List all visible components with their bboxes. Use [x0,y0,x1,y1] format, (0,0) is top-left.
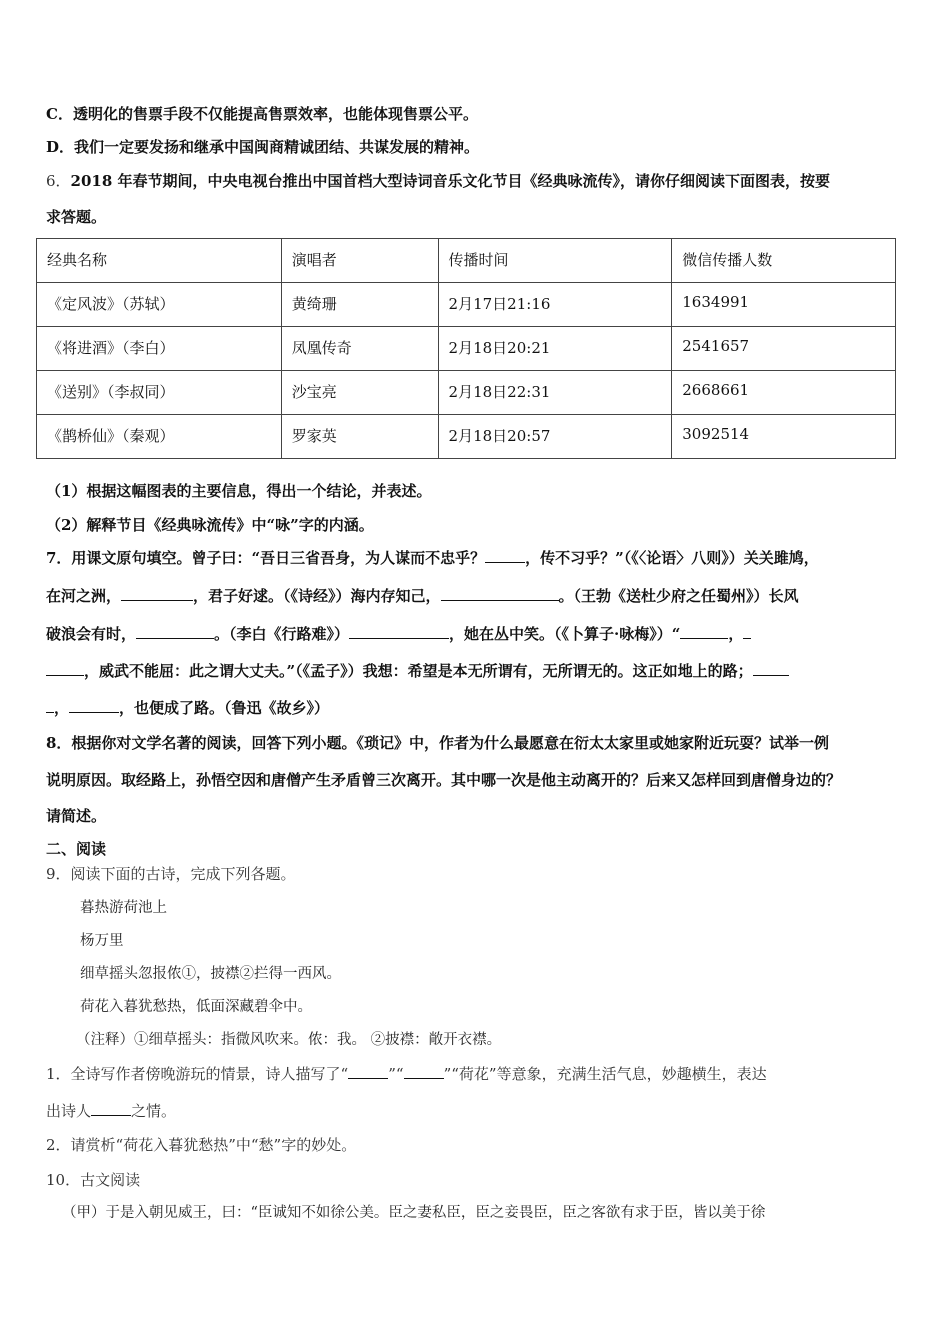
q7-line3 [46,624,751,644]
q7-text: 。（李白《行路难》） [214,625,350,643]
answer-blank[interactable] [349,624,449,639]
option-d [46,137,479,157]
q7-line1 [46,548,819,568]
q9-sub1-line1 [46,1064,767,1084]
table-cell: 罗家英 [281,415,438,459]
table-cell: 2月17日21:16 [438,283,672,327]
q7-text: 在河之洲， [46,587,122,605]
table-cell: 《定风波》（苏轼） [37,283,282,327]
q6-prompt-line1 [46,171,830,191]
table-cell: 《送别》（李叔同） [37,371,282,415]
table-header-row [37,239,896,283]
poem-line-1: 细草摇头忽报侬①，披襟②拦得一西风。 [80,966,341,982]
table-header-cell: 传播时间 [438,239,672,283]
answer-blank[interactable] [136,624,214,639]
q8-line1: 8．根据你对文学名著的阅读，回答下列小题。《琐记》中，作者为什么最愿意在衍太太家里或她家附近玩耍？试举一例 [46,734,829,752]
table-cell: 2月18日22:31 [438,371,672,415]
poem-title: 暮热游荷池上 [80,900,167,916]
table-cell: 黄绮珊 [281,283,438,327]
q7-text: ， [728,625,744,643]
q7-text: 破浪会有时， [46,625,137,643]
q7-text: ，君子好逑。（《诗经》）海内存知己， [193,587,441,605]
q8-line3: 请简述。 [46,807,107,825]
q6-data-table [36,238,896,459]
table-cell: 1634991 [672,283,896,327]
q7-text: ， [54,699,70,717]
q9-intro: 9．阅读下面的古诗，完成下列各题。 [46,865,296,883]
table-header-cell: 微信传播人数 [672,239,896,283]
q6-prompt-line2: 求答题。 [46,208,107,226]
answer-blank[interactable] [485,548,525,563]
table-header-cell: 演唱者 [281,239,438,283]
table-cell: 2668661 [672,371,896,415]
q6-text-line1: 2018 年春节期间，中央电视台推出中国首档大型诗词音乐文化节目《经典咏流传》，请你仔细阅读下面图表，按要 [70,172,831,190]
answer-blank[interactable] [404,1064,444,1079]
table-cell: 《鹊桥仙》（秦观） [37,415,282,459]
q7-text: ，也便成了路。（鲁迅《故乡》） [119,699,330,717]
q7-text: 。（王勃《送杜少府之任蜀州》）长风 [558,587,799,605]
table-cell: 2541657 [672,327,896,371]
q7-text: ，威武不能屈：此之谓大丈夫。”（《孟子》）我想：希望是本无所谓有，无所谓无的。这正如地上的路； [84,662,753,680]
q6-number: 6． [46,172,71,190]
poem-line-2: 荷花入暮犹愁热，低面深藏碧伞中。 [80,999,312,1015]
poem-note: （注释）①细草摇头：指微风吹来。侬：我。 ②披襟：敞开衣襟。 [76,1032,502,1048]
answer-blank[interactable] [69,698,119,713]
q8-line2: 说明原因。取经路上，孙悟空因和唐僧产生矛盾曾三次离开。其中哪一次是他主动离开的？后来又怎样回到唐僧身边的？ [46,771,842,789]
q7-text: ，她在丛中笑。（《卜算子·咏梅》）“ [449,625,681,643]
q9-sub2: 2．请赏析“荷花入暮犹愁热”中“愁”字的妙处。 [46,1136,357,1154]
answer-blank[interactable] [121,586,193,601]
option-c [46,104,478,124]
section-title-reading: 二、阅读 [46,840,107,858]
q6-sub1: （1）根据这幅图表的主要信息，得出一个结论，并表述。 [46,482,432,500]
table-cell: 沙宝亮 [281,371,438,415]
q7-line4 [46,661,789,681]
q9-text: ”“荷花”等意象，充满生活气息，妙趣横生，表达 [443,1065,767,1083]
answer-blank[interactable] [753,661,789,676]
q6-sub2: （2）解释节目《经典咏流传》中“咏”字的内涵。 [46,516,374,534]
option-c-letter: C． [46,105,73,123]
q7-line5 [46,698,329,718]
table-cell: 3092514 [672,415,896,459]
table-cell: 凤凰传奇 [281,327,438,371]
table-row [37,371,896,415]
table-row [37,283,896,327]
q10-title: 10．古文阅读 [46,1171,141,1189]
table-cell: 《将进酒》（李白） [37,327,282,371]
answer-blank[interactable] [348,1064,388,1079]
answer-blank[interactable] [91,1101,131,1116]
q10-passage-jia: （甲）于是入朝见威王，曰：“臣诚知不如徐公美。臣之妻私臣，臣之妾畏臣，臣之客欲有求于臣，皆以美于徐 [62,1205,766,1221]
table-cell: 2月18日20:21 [438,327,672,371]
q9-sub1-line2 [46,1101,176,1121]
answer-blank[interactable] [46,661,84,676]
q9-text: ”“ [388,1065,404,1083]
option-c-text: 透明化的售票手段不仅能提高售票效率，也能体现售票公平。 [72,105,478,123]
q7-text: ，传不习乎？”（《〈论语〉八则》）关关雎鸠， [525,549,819,567]
answer-blank[interactable] [441,586,559,601]
table-row [37,327,896,371]
table-header-cell: 经典名称 [37,239,282,283]
answer-blank[interactable] [743,624,751,639]
table-cell: 2月18日20:57 [438,415,672,459]
q9-text: 之情。 [131,1102,177,1120]
answer-blank[interactable] [46,698,54,713]
option-d-text: 我们一定要发扬和继承中国闽商精诚团结、共谋发展的精神。 [74,138,480,156]
q7-line2 [46,586,799,606]
q7-text: 7．用课文原句填空。曾子曰：“吾日三省吾身，为人谋而不忠乎？ [46,549,486,567]
option-d-letter: D． [46,138,75,156]
poem-author: 杨万里 [80,933,124,949]
q9-text: 1．全诗写作者傍晚游玩的情景，诗人描写了“ [46,1065,349,1083]
q9-text: 出诗人 [46,1102,92,1120]
answer-blank[interactable] [680,624,728,639]
table-row [37,415,896,459]
